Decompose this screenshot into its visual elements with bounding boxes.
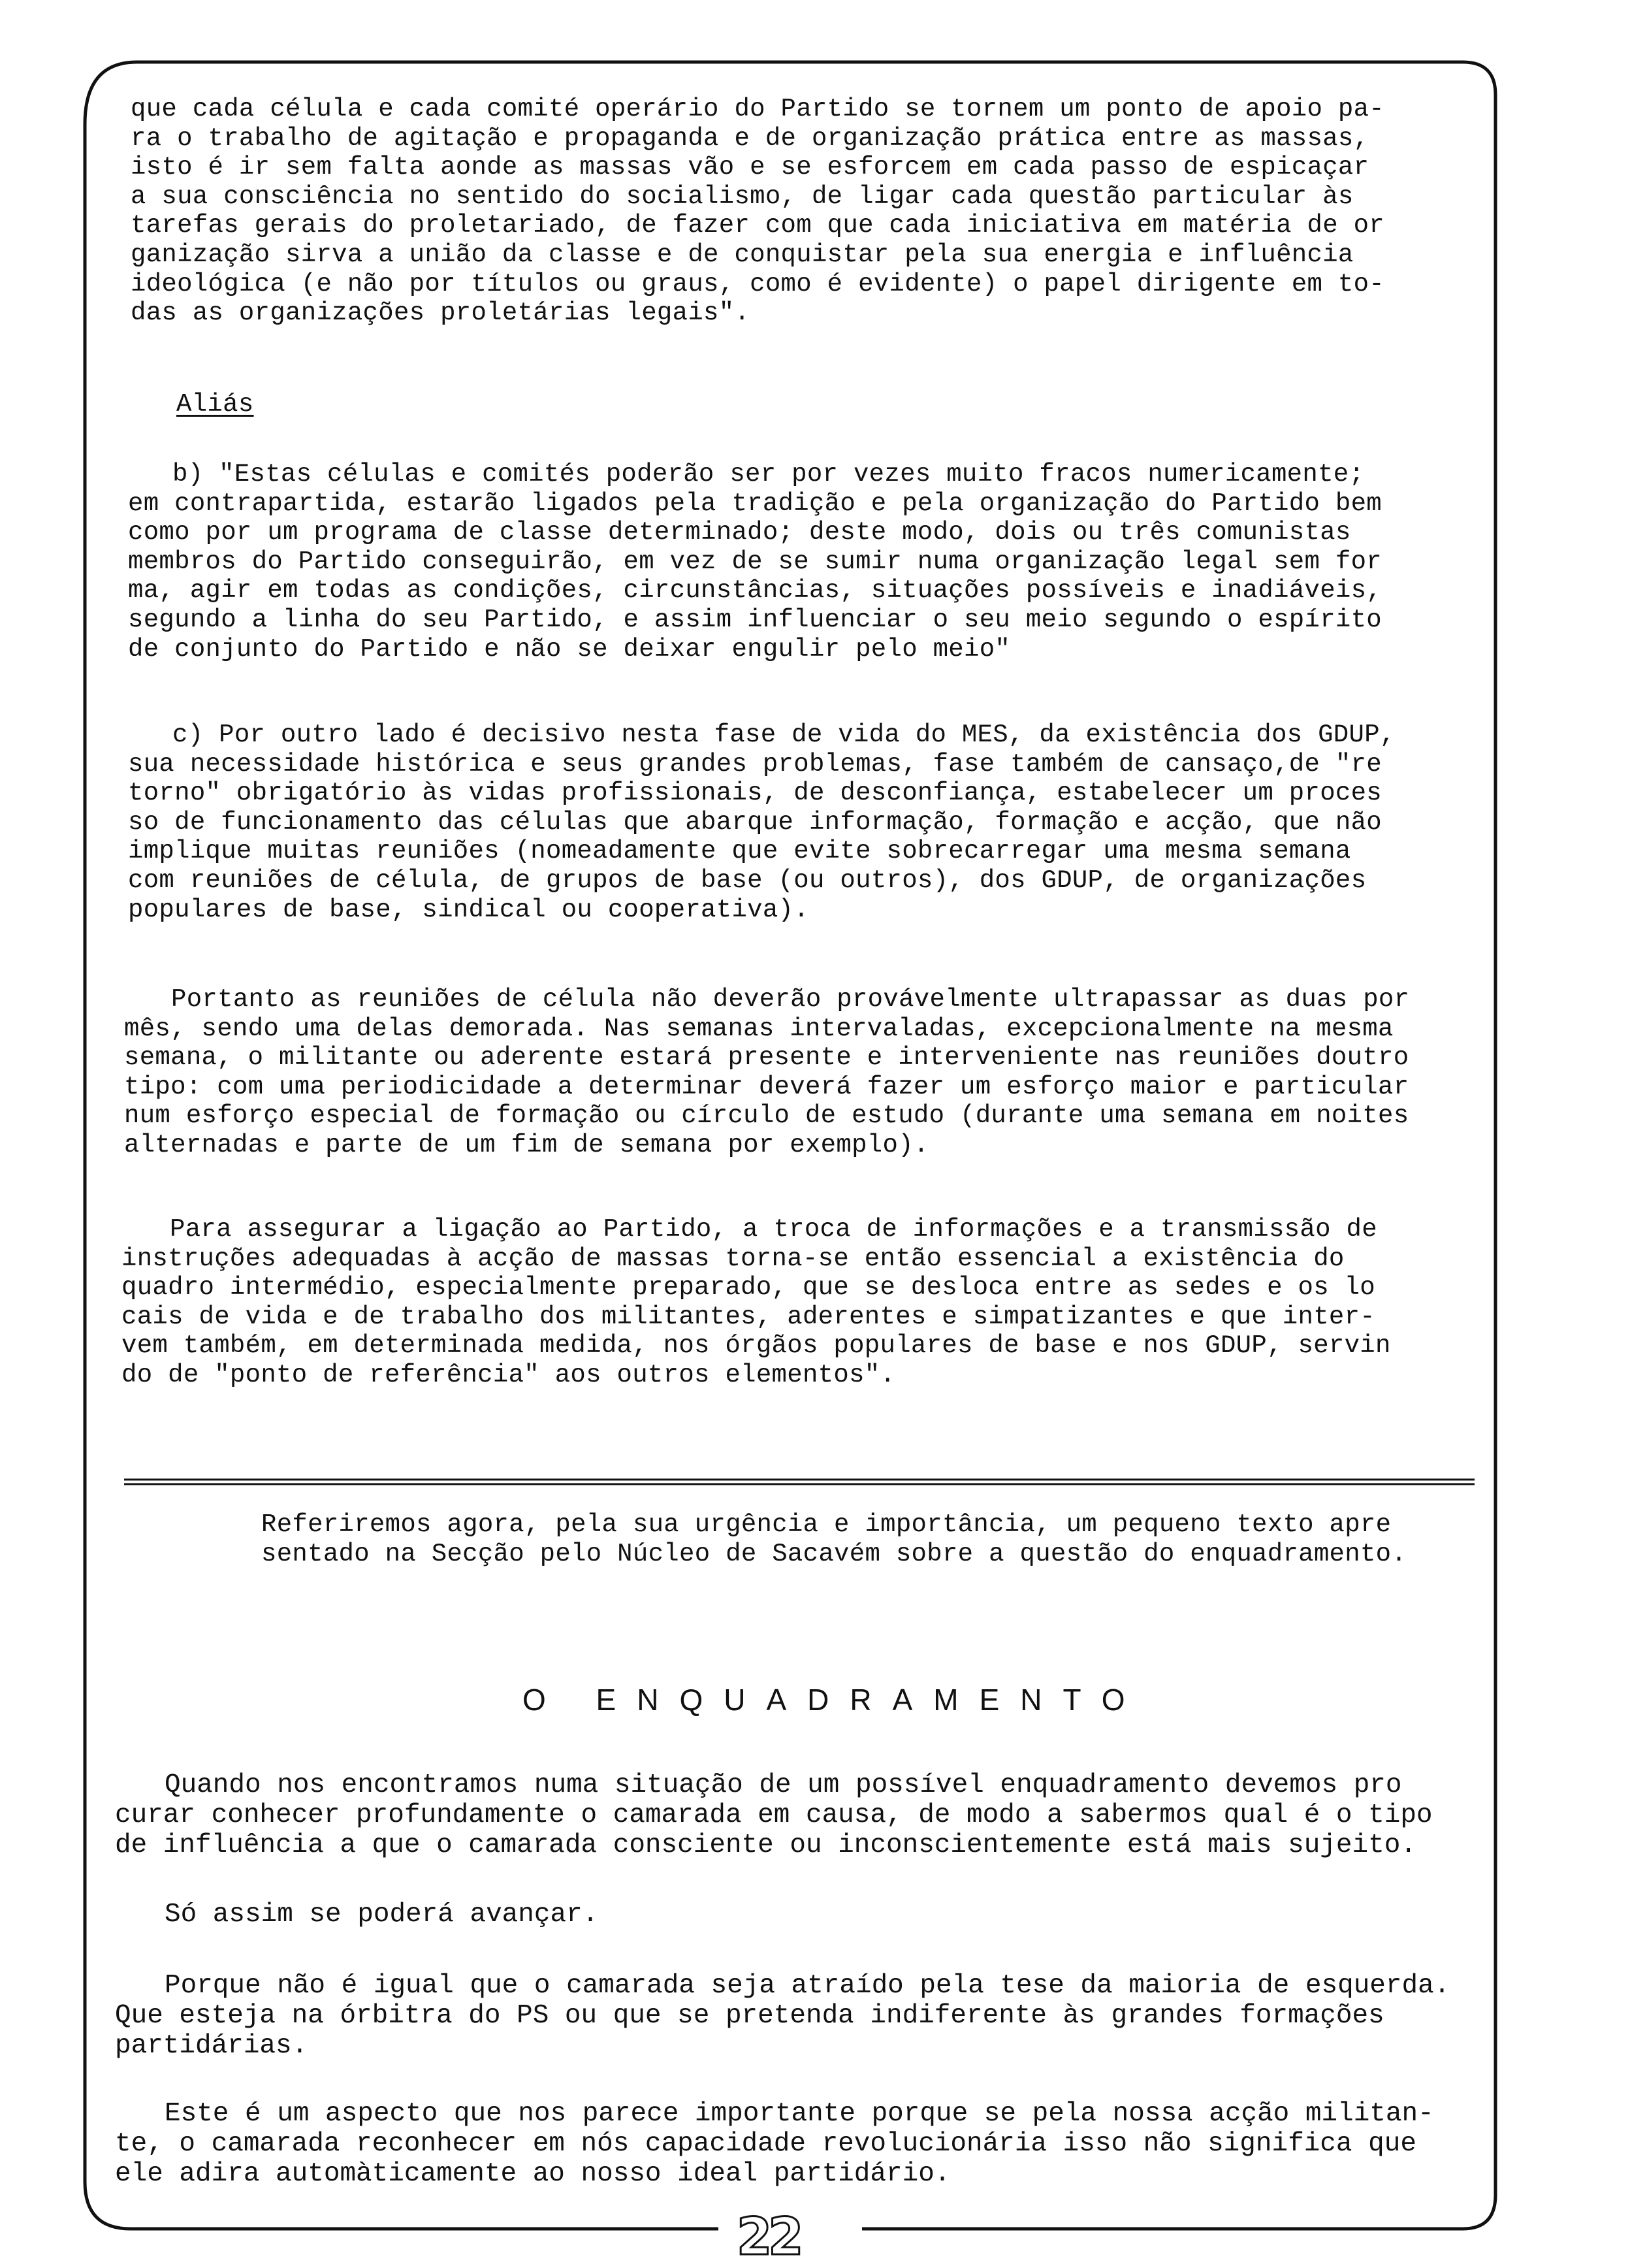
text-line: tipo: com uma periodicidade a determinar deverá fazer um esforço maior e particular: [124, 1072, 1409, 1101]
text-line: Que esteja na órbitra do PS ou que se pretenda indiferente às grandes formações: [115, 2001, 1384, 2031]
paragraph-quando: [115, 1770, 1433, 1860]
section-divider: [124, 1480, 1475, 1484]
text-line: Só assim se poderá avançar.: [165, 1900, 599, 1930]
text-line: a sua consciência no sentido do socialismo, de ligar cada questão particular às: [131, 182, 1354, 211]
text-line: sua necessidade histórica e seus grandes problemas, fase também de cansaço,de "re: [128, 749, 1382, 779]
text-line: de influência a que o camarada consciente ou inconscientemente está mais sujeito.: [115, 1830, 1416, 1860]
paragraph-intro: [131, 95, 1384, 328]
text-line: torno" obrigatório às vidas profissionais, de desconfiança, estabelecer um proces: [128, 779, 1382, 808]
text-line: mês, sendo uma delas demorada. Nas semanas intervaladas, excepcionalmente na mesma: [124, 1014, 1394, 1043]
text-line: num esforço especial de formação ou círculo de estudo (durante uma semana em noites: [124, 1101, 1409, 1131]
paragraph-portanto: [124, 985, 1409, 1160]
text-line: b) "Estas células e comités poderão ser por vezes muito fracos numericamente;: [172, 460, 1365, 489]
text-line: com reuniões de célula, de grupos de base (ou outros), dos GDUP, de organizações: [128, 866, 1367, 895]
text-line: Portanto as reuniões de célula não deverão provávelmente ultrapassar as duas por: [171, 985, 1410, 1014]
text-line: sentado na Secção pelo Núcleo de Sacavém sobre a questão do enquadramento.: [261, 1539, 1407, 1568]
text-line: c) Por outro lado é decisivo nesta fase de vida do MES, da existência dos GDUP,: [172, 721, 1396, 749]
text-line: quadro intermédio, especialmente preparado, que se desloca entre as sedes e os lo: [121, 1273, 1376, 1303]
text-line: Porque não é igual que o camarada seja atraído pela tese da maioria de esquerda.: [165, 1971, 1450, 2001]
text-line: implique muitas reuniões (nomeadamente que evite sobrecarregar uma mesma semana: [128, 837, 1351, 866]
text-line: ele adira automàticamente ao nosso ideal partidário.: [115, 2159, 951, 2189]
text-line: ra o trabalho de agitação e propaganda e de organização prática entre as massas,: [131, 123, 1369, 153]
text-line: Para assegurar a ligação ao Partido, a troca de informações e a transmissão de: [170, 1215, 1377, 1244]
text-line: so de funcionamento das células que abarque informação, formação e acção, que não: [128, 807, 1382, 837]
text-line: ma, agir em todas as condições, circunstâncias, situações possíveis e inadiáveis,: [128, 576, 1382, 606]
text-line: que cada célula e cada comité operário do Partido se tornem um ponto de apoio pa-: [131, 95, 1385, 123]
text-line: Este é um aspecto que nos parece importante porque se pela nossa acção militan-: [165, 2099, 1434, 2129]
section-title: O ENQUADRAMENTO: [522, 1683, 1146, 1717]
text-line: como por um programa de classe determinado; deste modo, dois ou três comunistas: [128, 518, 1351, 547]
paragraph-assegurar: [121, 1215, 1391, 1390]
text-line: instruções adequadas à acção de massas torna-se então essencial a existência do: [121, 1244, 1345, 1273]
text-line: alternadas e parte de um fim de semana por exemplo).: [124, 1130, 929, 1159]
text-line: ganização sirva a união da classe e de conquistar pela sua energia e influência: [131, 240, 1354, 269]
text-line: te, o camarada reconhecer em nós capacidade revolucionária isso não significa que: [115, 2129, 1416, 2159]
text-line: de conjunto do Partido e não se deixar engulir pelo meio": [128, 634, 1011, 664]
text-line: Referiremos agora, pela sua urgência e importância, um pequeno texto apre: [261, 1510, 1392, 1539]
text-line: das as organizações proletárias legais".: [131, 299, 750, 328]
text-line: cais de vida e de trabalho dos militantes, aderentes e simpatizantes e que inter-: [121, 1302, 1376, 1331]
page-number: 22: [737, 2208, 800, 2267]
text-line: partidárias.: [115, 2031, 308, 2061]
text-line: Quando nos encontramos numa situação de um possível enquadramento devemos pro: [165, 1770, 1402, 1800]
text-line: curar conhecer profundamente o camarada em causa, de modo a sabermos qual é o tipo: [115, 1800, 1433, 1830]
editorial-note: [261, 1510, 1407, 1568]
text-line: membros do Partido conseguirão, em vez de se sumir numa organização legal sem for: [128, 547, 1382, 576]
paragraph-este: [115, 2099, 1434, 2189]
text-line: isto é ir sem falta aonde as massas vão e se esforcem em cada passo de espicaçar: [131, 153, 1369, 182]
alias-heading-text: Aliás: [176, 390, 254, 419]
text-line: vem também, em determinada medida, nos órgãos populares de base e nos GDUP, servin: [121, 1331, 1391, 1361]
text-line: do de "ponto de referência" aos outros elementos".: [121, 1360, 896, 1389]
alias-heading: [176, 390, 254, 419]
paragraph-c: [128, 721, 1396, 924]
text-line: semana, o militante ou aderente estará presente e interveniente nas reuniões doutro: [124, 1043, 1409, 1073]
paragraph-b: [128, 460, 1382, 664]
text-line: populares de base, sindical ou cooperativa).: [128, 895, 809, 924]
text-line: tarefas gerais do proletariado, de fazer com que cada iniciativa em matéria de or: [131, 211, 1385, 240]
text-line: ideológica (e não por títulos ou graus, como é evidente) o papel dirigente em to-: [131, 269, 1385, 299]
paragraph-porque: [115, 1971, 1450, 2061]
text-line: em contrapartida, estarão ligados pela tradição e pela organização do Partido bem: [128, 489, 1382, 518]
paragraph-so: [165, 1900, 598, 1930]
text-line: segundo a linha do seu Partido, e assim influenciar o seu meio segundo o espírito: [128, 605, 1382, 634]
